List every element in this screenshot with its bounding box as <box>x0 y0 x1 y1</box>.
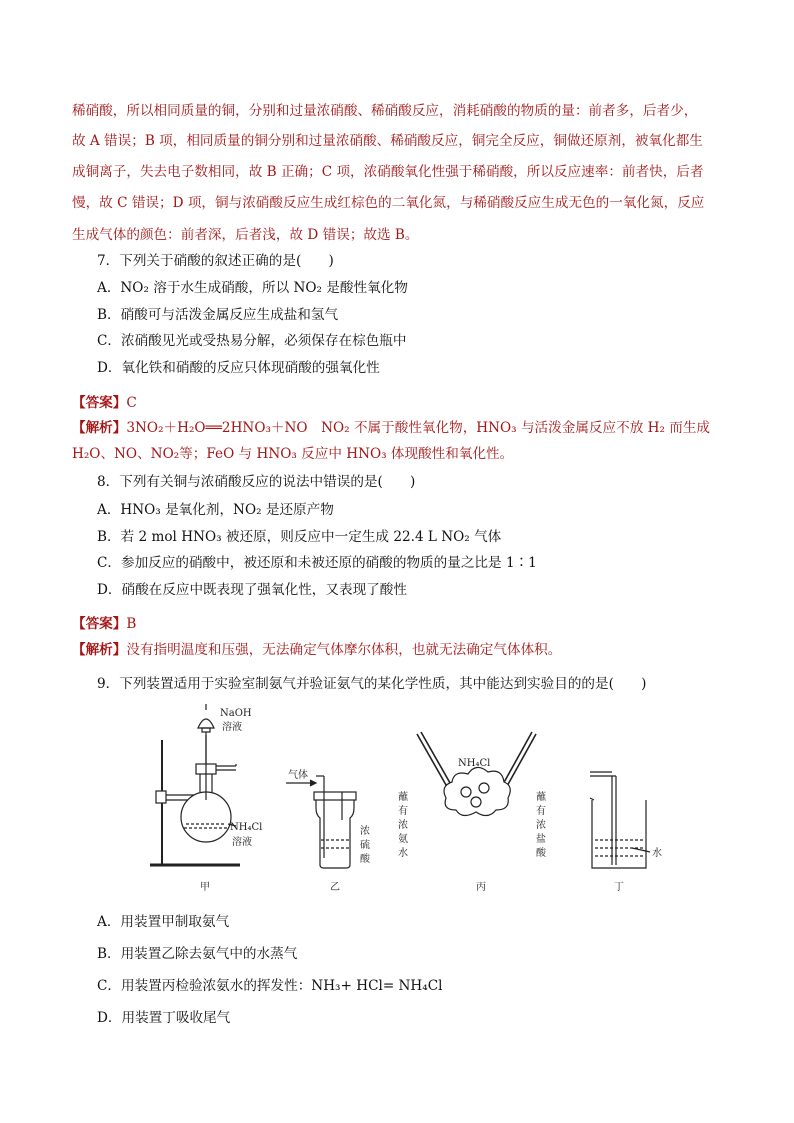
q8-option-d: D．硝酸在反应中既表现了强氧化性，又表现了酸性 <box>97 582 407 598</box>
intro-line-4: 慢，故 C 错误；D 项，铜与浓硝酸反应生成红棕色的二氧化氮，与稀硝酸反应生成无色的一氧化氮，反应 <box>72 195 705 211</box>
apparatus-figure <box>140 700 680 900</box>
q7-option-a: A．NO₂ 溶于水生成硝酸，所以 NO₂ 是酸性氧化物 <box>97 280 408 296</box>
right-rod-char-5: 酸 <box>536 848 546 859</box>
q7-option-c: C．浓硝酸见光或受热易分解，必须保存在棕色瓶中 <box>97 333 407 349</box>
caption-jia: 甲 <box>200 882 210 893</box>
apparatus-ding <box>590 772 650 868</box>
analysis-tag: 【解析】 <box>72 642 127 658</box>
intro-line-3: 成铜离子，失去电子数相同，故 B 正确；C 项，浓硝酸氧化性强于稀硝酸，所以反应速率：前者快，后者 <box>72 164 704 180</box>
q7-stem: 7．下列关于硝酸的叙述正确的是( ) <box>97 253 334 269</box>
q9-option-d: D．用装置丁吸收尾气 <box>97 1010 231 1026</box>
analysis-text: 没有指明温度和压强，无法确定气体摩尔体积，也就无法确定气体体积。 <box>126 642 562 658</box>
left-rod-char-1: 蘸 <box>398 792 408 803</box>
q7-option-b: B．硝酸可与活泼金属反应生成盐和氢气 <box>97 307 339 323</box>
nh4cl-label: NH₄Cl <box>230 822 263 833</box>
q8-option-c: C．参加反应的硝酸中，被还原和未被还原的硝酸的物质的量之比是 1∶1 <box>97 555 537 571</box>
analysis-text: 3NO₂＋H₂O══2HNO₃＋NO NO₂ 不属于酸性氧化物，HNO₃ 与活泼金属反应不放 H₂ 而生成 <box>126 420 711 436</box>
intro-line-5: 生成气体的颜色：前者深，后者浅，故 D 错误；故选 B。 <box>72 227 419 243</box>
q8-option-b: B．若 2 mol HNO₃ 被还原，则反应中一定生成 22.4 L NO₂ 气体 <box>97 529 502 545</box>
right-rod-char-3: 浓 <box>536 820 546 831</box>
right-rod-char-4: 盐 <box>536 834 546 845</box>
left-rod-char-4: 氨 <box>398 834 408 845</box>
left-rod-char-2: 有 <box>398 806 408 817</box>
q9-option-a: A．用装置甲制取氨气 <box>97 914 230 930</box>
nh4cl-cloud-label: NH₄Cl <box>458 758 491 769</box>
apparatus-bing <box>417 732 536 816</box>
answer-tag: 【答案】 <box>72 395 127 411</box>
q8-option-a: A．HNO₃ 是氧化剂，NO₂ 是还原产物 <box>97 502 334 518</box>
q9-stem: 9．下列装置适用于实验室制氨气并验证氨气的某化学性质，其中能达到实验目的的是( ) <box>97 676 647 692</box>
right-rod-char-1: 蘸 <box>536 792 546 803</box>
analysis-tag: 【解析】 <box>72 420 127 436</box>
q8-analysis-line-1 <box>72 640 561 660</box>
caption-yi: 乙 <box>330 882 340 893</box>
acid-char-1: 浓 <box>360 826 370 837</box>
q7-analysis-line-1 <box>72 418 710 438</box>
q7-analysis-line-2: H₂O、NO、NO₂等；FeO 与 HNO₃ 反应中 HNO₃ 体现酸性和氧化性。 <box>72 446 514 462</box>
answer-value: C <box>126 395 137 411</box>
caption-bing: 丙 <box>476 882 486 893</box>
nh4cl-solution-label: 溶液 <box>232 837 252 848</box>
caption-ding: 丁 <box>614 882 624 893</box>
left-rod-char-5: 水 <box>398 848 408 859</box>
apparatus-yi <box>286 768 356 868</box>
naoh-label: NaOH <box>220 708 252 719</box>
q8-stem: 8．下列有关铜与浓硝酸反应的说法中错误的是( ) <box>97 474 416 490</box>
left-rod-char-3: 浓 <box>398 820 408 831</box>
q9-option-c: C．用装置丙检验浓氨水的挥发性：NH₃+ HCl= NH₄Cl <box>97 978 443 994</box>
acid-char-2: 硫 <box>360 840 370 851</box>
answer-value: B <box>126 616 137 632</box>
acid-char-3: 酸 <box>360 854 370 865</box>
water-label: 水 <box>652 848 662 859</box>
intro-line-2: 故 A 错误；B 项，相同质量的铜分别和过量浓硝酸、稀硝酸反应，铜完全反应，铜做还原剂，被氧化都生 <box>72 133 703 149</box>
intro-line-1: 稀硝酸，所以相同质量的铜，分别和过量浓硝酸、稀硝酸反应，消耗硝酸的物质的量：前者多，后者少， <box>72 103 698 119</box>
answer-tag: 【答案】 <box>72 616 127 632</box>
right-rod-char-2: 有 <box>536 806 546 817</box>
naoh-solution-label: 溶液 <box>222 722 242 733</box>
gas-label: 气体 <box>288 770 308 781</box>
q8-answer <box>72 614 136 634</box>
q7-answer <box>72 393 137 413</box>
q7-option-d: D．氧化铁和硝酸的反应只体现硝酸的强氧化性 <box>97 360 380 376</box>
q9-option-b: B．用装置乙除去氨气中的水蒸气 <box>97 946 298 962</box>
